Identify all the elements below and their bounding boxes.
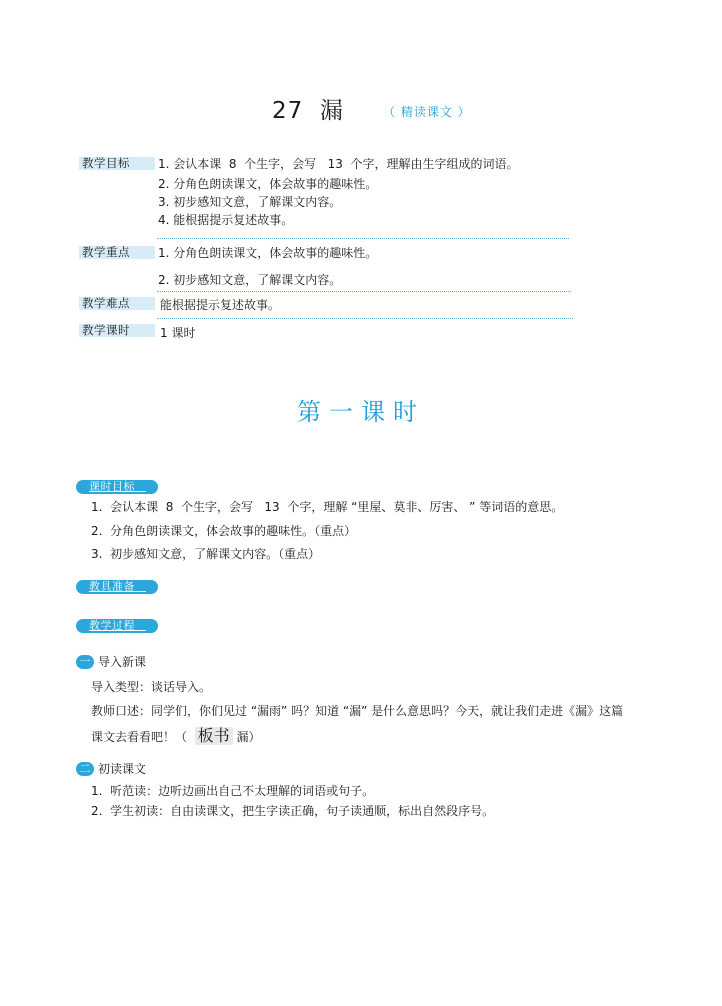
lesson-number: 27 (272, 98, 304, 124)
difficulty-text: 能根据提示复述故事。 (160, 298, 281, 312)
keypoint-item: 2. 初步感知文意，了解课文内容。 (158, 273, 342, 287)
step-number: 一 (76, 655, 94, 669)
divider (157, 238, 569, 239)
section-title: 第一课时 (297, 398, 425, 426)
divider (157, 291, 571, 292)
goal-item: 1. 会认本课 8 个生字，会写 13 个字，理解由生字组成的词语。 (158, 157, 519, 171)
step-number: 二 (76, 762, 94, 776)
hours-label: 教学课时 (79, 324, 155, 337)
keypoint-item: 1. 分角色朗读课文，体会故事的趣味性。 (158, 246, 378, 260)
step-line: 课文去看看吧！（ 板书 漏） (91, 726, 261, 745)
objectives-label: 课时目标 (76, 480, 158, 494)
goals-label: 教学目标 (79, 157, 155, 170)
lesson-name: 漏 (319, 98, 344, 124)
lesson-type: （ 精读课文 ） (383, 105, 471, 119)
process-label: 教学过程 (76, 619, 158, 633)
prep-label: 教具准备 (76, 580, 158, 594)
objective-item: 2. 分角色朗读课文，体会故事的趣味性。（重点） (91, 524, 357, 538)
step-line: 教师口述：同学们，你们见过 “漏雨” 吗？知道 “漏” 是什么意思吗？今天，就让我们走进《漏》这篇 (91, 704, 624, 718)
lesson-title (272, 92, 344, 125)
goal-item: 2. 分角色朗读课文，体会故事的趣味性。 (158, 177, 378, 191)
keypoints-label: 教学重点 (79, 246, 155, 259)
board-label: 板书 (195, 727, 233, 745)
goal-item: 4. 能根据提示复述故事。 (158, 213, 294, 227)
step-line: 导入类型：谈话导入。 (91, 680, 212, 694)
objective-item: 1. 会认本课 8 个生字，会写 13 个字，理解 “里屋、莫非、厉害、 ” 等词语的意思。 (91, 500, 564, 514)
step-line: 2. 学生初读：自由读课文，把生字读正确，句子读通顺，标出自然段序号。 (91, 804, 495, 818)
step-title: 初读课文 (98, 762, 147, 776)
step-line: 1. 听范读：边听边画出自己不太理解的词语或句子。 (91, 784, 375, 798)
step-title: 导入新课 (98, 655, 147, 669)
goal-item: 3. 初步感知文意，了解课文内容。 (158, 195, 342, 209)
objective-item: 3. 初步感知文意，了解课文内容。（重点） (91, 547, 321, 561)
divider (157, 318, 573, 319)
hours-text: 1 课时 (160, 326, 196, 340)
difficulty-label: 教学难点 (79, 297, 155, 310)
